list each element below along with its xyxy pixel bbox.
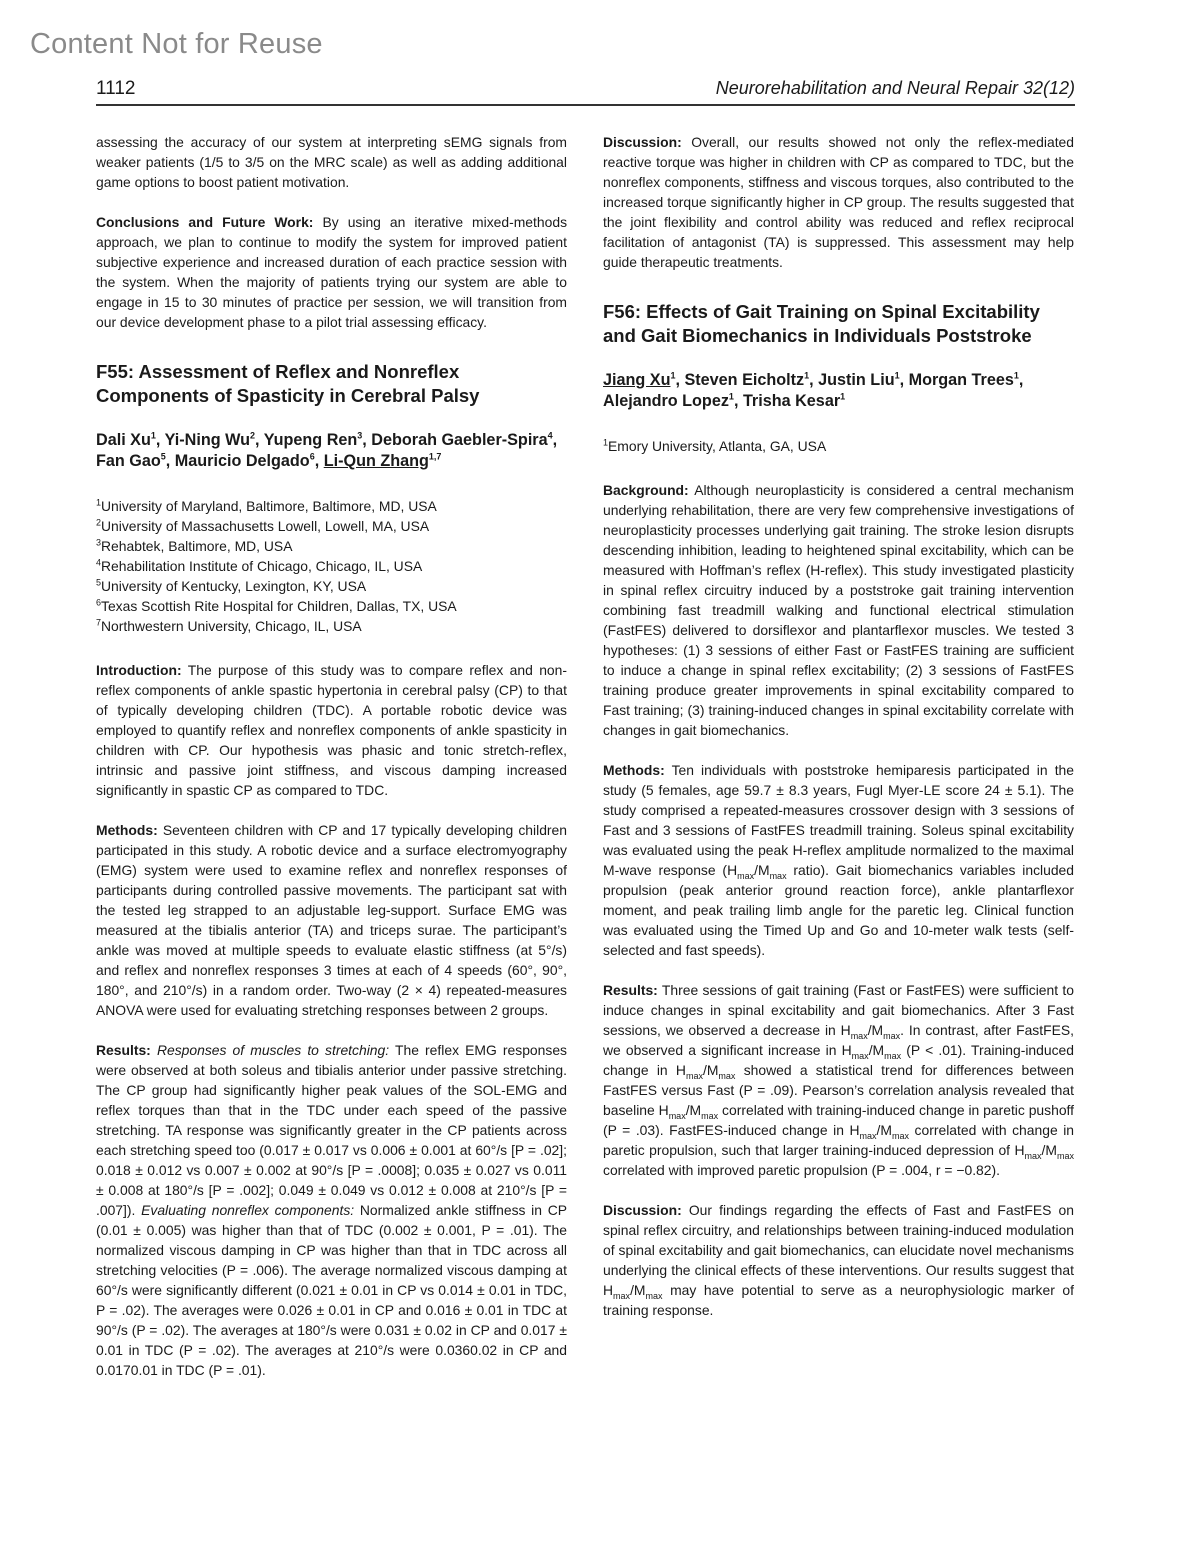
affiliation xyxy=(96,576,567,596)
author: Justin Liu xyxy=(818,371,895,389)
affiliation-number: 6 xyxy=(96,597,102,608)
affiliation-number: 7 xyxy=(96,617,102,628)
section-label: Discussion: xyxy=(603,1202,682,1218)
author: Mauricio Delgado xyxy=(174,452,310,470)
paragraph-text: Our findings regarding the effects of Fast and FastFES on spinal reflex circuitry, and relationships between training-induced modulation of spinal excitability and gait biomechanics, can elucidate novel mechanisms underlying the clinical effects of these interventions. Our results suggest that xyxy=(603,1202,1074,1278)
paragraph-text: Ten individuals with poststroke hemiparesis participated in the study (5 females, age 59.7 ± 8.3 years, Fugl Myer-LE score 24 ± 5.1). The study comprised a repeated-measures crossover design with 3 sessions of Fast and 3 sessions of FastFES treadmill training. Soleus spinal excitability was evaluated using the peak H-reflex amplitude normalized to the maximal M-wave response ( xyxy=(603,762,1074,878)
hmax-mmax-term xyxy=(849,1122,909,1141)
running-header-journal: Neurorehabilitation and Neural Repair 32(12) xyxy=(715,78,1075,98)
paragraph-text: Three sessions of gait training (Fast or FastFES) were sufficient to induce changes in spinal excitability and gait biomechanics. After 3 Fast sessions, we observed a decrease in xyxy=(603,982,1075,1038)
paragraph-text: . In contrast, after FastFES, we observed a significant increase in xyxy=(603,1022,1074,1058)
affiliation xyxy=(96,496,567,516)
author: Alejandro Lopez xyxy=(603,392,729,410)
background-paragraph xyxy=(603,480,1074,740)
section-label: Conclusions and Future Work: xyxy=(96,214,314,230)
affiliation-text: Northwestern University, Chicago, IL, USA xyxy=(101,618,362,634)
affiliation xyxy=(96,516,567,536)
affiliation-mark: 1 xyxy=(728,391,734,402)
paragraph-text: may have potential to serve as a neurophysiologic marker of training response. xyxy=(603,1282,1074,1318)
m-symbol: /M xyxy=(1041,1142,1057,1158)
author: Yupeng Ren xyxy=(263,431,358,449)
header-rule xyxy=(96,104,1075,106)
affiliation-text: University of Kentucky, Lexington, KY, USA xyxy=(101,578,367,594)
m-symbol: /M xyxy=(630,1282,646,1298)
subscript: max xyxy=(701,1110,719,1121)
paragraph-text: (P < .01). Training-induced change in xyxy=(603,1042,1074,1078)
subscript: max xyxy=(668,1110,686,1121)
paragraph-text: The purpose of this study was to compare reflex and non-reflex components of ankle spastic hypertonia in cerebral palsy (CP) to that of typically developing children (TDC). A portable robotic device was employed to quantify reflex and nonreflex components of ankle spasticity in children with CP. Our hypothesis was phasic and tonic stretch-reflex, intrinsic and passive joint stiffness, and viscous damping increased significantly in spastic CP as compared to TDC. xyxy=(96,662,568,798)
discussion-paragraph xyxy=(603,1200,1074,1320)
affiliation-mark: 1 xyxy=(804,370,810,381)
subscript: max xyxy=(884,1050,902,1061)
section-label: Methods: xyxy=(603,762,665,778)
m-symbol: /M xyxy=(754,862,770,878)
affiliation xyxy=(96,556,567,576)
affiliation-mark: 2 xyxy=(250,430,256,441)
subscript: max xyxy=(850,1030,868,1041)
paragraph-text: correlated with training-induced change in paretic pushoff (P = .03). FastFES-induced change in xyxy=(603,1102,1075,1138)
paragraph-text: ratio). Gait biomechanics variables included propulsion (peak anterior ground reaction force), ankle plantarflexor moment, and peak trailing limb angle for the paretic leg. Clinical function was evaluated using the Timed Up and Go and 10-meter walk tests (self-selected and fast speeds). xyxy=(603,862,1074,958)
affiliation-text: Emory University, Atlanta, GA, USA xyxy=(608,438,827,454)
h-symbol: H xyxy=(849,1122,860,1138)
author: Steven Eicholtz xyxy=(684,371,805,389)
affiliation-mark: 1 xyxy=(670,370,676,381)
page-number: 1112 xyxy=(96,78,136,99)
presenting-author: Li-Qun Zhang xyxy=(323,452,429,470)
paragraph-text: Although neuroplasticity is considered a central mechanism underlying rehabilitation, there are very few comprehensive investigations of neuroplasticity processes underlying gait training. The stroke lesion disrupts descending inhibition, leading to heightened spinal excitability, which can be measured with Hoffman’s reflex (H-reflex). This study investigated plasticity in spinal reflex circuitry induced by a poststroke gait training intervention combining fast treadmill walking and functional electrical stimulation (FastFES) delivered to dorsiflexor and plantarflexor muscles. We tested 3 hypotheses: (1) 3 sessions of either Fast or FastFES training are sufficient to induce a change in spinal reflex excitability; (2) 3 sessions of FastFES training produce greater improvements in spinal excitability compared to Fast training; (3) training-induced changes in spinal excitability correlate with changes in gait biomechanics. xyxy=(603,482,1074,738)
introduction-paragraph xyxy=(96,660,567,800)
author: Yi-Ning Wu xyxy=(164,431,251,449)
author: Deborah Gaebler-Spira xyxy=(371,431,548,449)
author-list: Jiang Xu$^1$, Steven Eicholtz$^1$, Justin Liu$^1$, Morgan Trees$^1$, Alejandro Lopez$^1$, Trisha Kesar$^1$ xyxy=(603,370,1024,410)
results-paragraph xyxy=(603,980,1074,1180)
affiliation-number: 4 xyxy=(96,557,102,568)
watermark: Content Not for Reuse xyxy=(30,28,323,60)
affiliation-number: 2 xyxy=(96,517,102,528)
section-label: Introduction: xyxy=(96,662,182,678)
h-symbol: H xyxy=(841,1042,852,1058)
subscript: max xyxy=(769,870,787,881)
subscript: max xyxy=(737,870,755,881)
affiliation xyxy=(96,596,567,616)
paragraph-text: Overall, our results showed not only the reflex-mediated reactive torque was higher in children with CP as compared to TDC, but the nonreflex components, stiffness and viscous torques, also contributed to the increased torque significantly higher in CP group. The results suggested that the joint flexibility and control ability was reduced and reflex reciprocal facilitation of antagonist (TA) is suppressed. This assessment may help guide therapeutic treatments. xyxy=(603,134,1075,270)
author: Trisha Kesar xyxy=(742,392,841,410)
affiliation-mark: 5 xyxy=(160,451,166,462)
paragraph-text: Seventeen children with CP and 17 typically developing children participated in this study. A robotic device and a surface electromyography (EMG) system were used to examine reflex and nonreflex responses of participants during controlled passive movements. The participant sat with the tested leg strapped to an adjustable leg-support. Surface EMG was measured at the tibialis anterior (TA) and triceps surae. The participant’s ankle was moved at multiple speeds to evaluate elastic stiffness (at 5°/s) and reflex and nonreflex responses 3 times at each of 4 speeds (60°, 90°, 180°, and 210°/s) in a random order. Two-way (2 × 4) repeated-measures ANOVA were used for evaluating stretching responses between 2 groups. xyxy=(96,822,568,1018)
section-label: Discussion: xyxy=(603,134,682,150)
subscript: max xyxy=(1024,1150,1042,1161)
affiliation-mark: 4 xyxy=(547,430,553,441)
paragraph-text: correlated with improved paretic propulsion (P = .004, r = −0.82). xyxy=(603,1162,1000,1178)
m-symbol: /M xyxy=(685,1102,702,1118)
abstract-title-f56: F56: Effects of Gait Training on Spinal Excitability and Gait Biomechanics in Individuals Poststroke xyxy=(603,301,1040,346)
methods-paragraph xyxy=(603,760,1074,960)
affiliation-mark: 1 xyxy=(150,430,156,441)
section-label: Background: xyxy=(603,482,689,498)
affiliation xyxy=(603,436,1074,456)
m-symbol: /M xyxy=(867,1022,884,1038)
affiliation-mark: 1 xyxy=(894,370,900,381)
author: Dali Xu xyxy=(96,431,151,449)
affiliation-number: 1 xyxy=(96,497,102,508)
h-symbol: H xyxy=(658,1102,669,1118)
subscript: max xyxy=(718,1070,736,1081)
h-symbol: H xyxy=(840,1022,851,1038)
affiliation-list xyxy=(96,496,567,636)
affiliation-number: 5 xyxy=(96,577,102,588)
author: Morgan Trees xyxy=(908,371,1014,389)
affiliation-list xyxy=(603,436,1074,456)
affiliation xyxy=(96,616,567,636)
affiliation-text: University of Maryland, Baltimore, Baltimore, MD, USA xyxy=(101,498,437,514)
hmax-mmax-term xyxy=(675,1062,736,1081)
author-list: Dali Xu$^1$, Yi-Ning Wu$^2$, Yupeng Ren$^3$, Deborah Gaebler-Spira$^4$, Fan Gao$^5$, Mauricio Delgado$^6$, Li-Qun Zhang$^{1,7}$ xyxy=(96,430,558,470)
methods-paragraph xyxy=(96,820,567,1020)
abstract-title-f55: F55: Assessment of Reflex and Nonreflex Components of Spasticity in Cerebral Palsy xyxy=(96,361,480,406)
affiliation-text: Texas Scottish Rite Hospital for Children, Dallas, TX, USA xyxy=(101,598,457,614)
discussion-paragraph xyxy=(603,132,1074,272)
hmax-mmax-term xyxy=(840,1022,901,1041)
paragraph-text: The reflex EMG responses were observed at both soleus and tibialis anterior under passive stretching. The CP group had significantly higher peak values of the SOL-EMG and reflex torques than that in the TDC under each speed of the passive stretching. TA response was significantly greater in the CP patients across each stretching speed too (0.017 ± 0.017 vs 0.006 ± 0.001 at 60°/s [P = .02]; 0.018 ± 0.012 vs 0.007 ± 0.002 at 90°/s [P = .0008]; 0.035 ± 0.027 vs 0.011 ± 0.008 at 180°/s [P = .002]; 0.049 ± 0.049 vs 0.012 ± 0.008 at 210°/s [P = .007]). xyxy=(96,1042,567,1218)
hmax-mmax-term xyxy=(841,1042,902,1061)
conclusions-paragraph xyxy=(96,212,567,332)
results-paragraph xyxy=(96,1040,567,1380)
hmax-mmax-term xyxy=(727,862,787,881)
subscript: max xyxy=(645,1290,663,1301)
h-symbol: H xyxy=(727,862,738,878)
section-label: Results: xyxy=(96,1042,151,1058)
affiliation-text: University of Massachusetts Lowell, Lowell, MA, USA xyxy=(101,518,430,534)
m-symbol: /M xyxy=(868,1042,885,1058)
section-label: Results: xyxy=(603,982,658,998)
subscript: max xyxy=(685,1070,703,1081)
presenting-author: Jiang Xu xyxy=(603,371,671,389)
affiliation-mark: 1 xyxy=(1013,370,1019,381)
section-label: Methods: xyxy=(96,822,158,838)
paragraph-text: Normalized ankle stiffness in CP (0.01 ± 0.005) was higher than that of TDC (0.002 ± 0.001, P = .01). The normalized viscous damping in CP was higher than that in TDC across all stretching velocities (P = .006). The average normalized viscous damping at 60°/s were significantly different (0.021 ± 0.01 in CP vs 0.014 ± 0.01 in TDC, P = .02). The averages were 0.026 ± 0.01 in CP and 0.016 ± 0.01 in TDC at 90°/s (P = .02). The averages at 180°/s were 0.031 ± 0.02 in CP and 0.017 ± 0.01 in TDC (P = .02). The averages at 210°/s were 0.0360.02 in CP and 0.0170.01 in TDC (P = .01). xyxy=(96,1202,568,1378)
m-symbol: /M xyxy=(876,1122,892,1138)
h-symbol: H xyxy=(1014,1142,1025,1158)
subscript: max xyxy=(613,1290,631,1301)
subscript: max xyxy=(851,1050,869,1061)
author: Fan Gao xyxy=(96,452,161,470)
left-column xyxy=(96,132,567,1400)
subscript: max xyxy=(883,1030,901,1041)
affiliation-text: Rehabilitation Institute of Chicago, Chicago, IL, USA xyxy=(101,558,423,574)
subscript: max xyxy=(859,1130,877,1141)
hmax-mmax-term xyxy=(603,1282,663,1301)
paragraph-text: By using an iterative mixed-methods approach, we plan to continue to modify the system for improved patient subjective experience and increased duration of each practice session with the system. When the majority of patients trying our system are able to engage in 15 to 30 minutes of practice per session, we will transition from our device development phase to a pilot trial assessing efficacy. xyxy=(96,214,568,330)
paragraph-text: showed a statistical trend for differences between FastFES versus Fast (P = .09). Pearson’s correlation analysis revealed that baseline xyxy=(603,1062,1075,1118)
affiliation xyxy=(96,536,567,556)
paragraph: assessing the accuracy of our system at interpreting sEMG signals from weaker patients (1/5 to 3/5 on the MRC scale) as well as adding additional game options to boost patient motivation. xyxy=(96,134,567,190)
affiliation-mark: 1 xyxy=(840,391,846,402)
subsection-label: Evaluating nonreflex components: xyxy=(141,1202,355,1218)
hmax-mmax-term xyxy=(658,1102,719,1121)
affiliation-text: Rehabtek, Baltimore, MD, USA xyxy=(101,538,293,554)
hmax-mmax-term xyxy=(1014,1142,1074,1161)
right-column xyxy=(603,132,1074,1340)
subsection-label: Responses of muscles to stretching: xyxy=(156,1042,390,1058)
subscript: max xyxy=(1056,1150,1074,1161)
h-symbol: H xyxy=(603,1282,614,1298)
affiliation-mark: 6 xyxy=(309,451,315,462)
affiliation-number: 1 xyxy=(603,437,609,448)
affiliation-mark: 3 xyxy=(357,430,363,441)
affiliation-number: 3 xyxy=(96,537,102,548)
h-symbol: H xyxy=(675,1062,686,1078)
paragraph-text: correlated with change in paretic propulsion, such that larger training-induced depression of xyxy=(603,1122,1075,1158)
affiliation-mark: 1,7 xyxy=(428,451,442,462)
m-symbol: /M xyxy=(702,1062,719,1078)
subscript: max xyxy=(891,1130,909,1141)
